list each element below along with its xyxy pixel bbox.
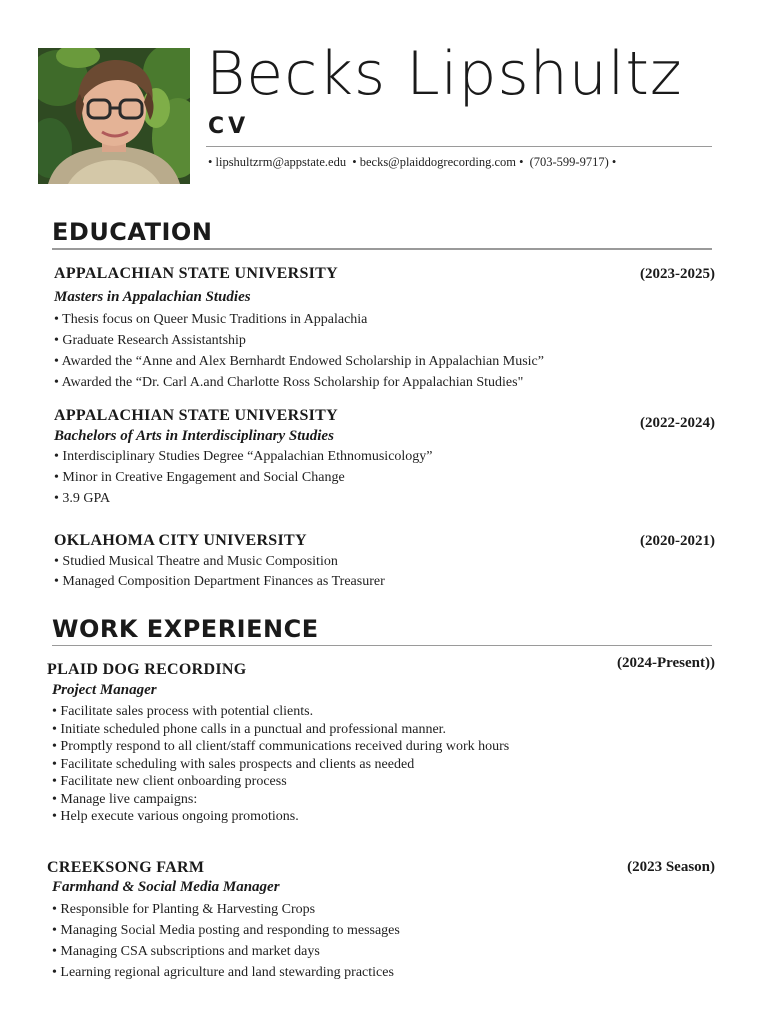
list-item: • Managing CSA subscriptions and market days xyxy=(52,944,320,959)
list-item: • Manage live campaigns: xyxy=(52,791,198,807)
list-item: • Facilitate scheduling with sales prospects and clients as needed xyxy=(52,756,415,772)
list-item: • Facilitate sales process with potential clients. xyxy=(52,704,314,719)
section-title-work: WORK EXPERIENCE xyxy=(52,615,319,643)
cv-name: Becks Lipshultz xyxy=(206,39,683,109)
list-item: • Studied Musical Theatre and Music Composition xyxy=(54,554,338,569)
list-item: • Managed Composition Department Finances as Treasurer xyxy=(54,574,385,589)
education-dates: (2023-2025) xyxy=(640,266,715,282)
work-bullets xyxy=(52,703,509,826)
list-item: • Minor in Creative Engagement and Social Change xyxy=(54,470,345,485)
list-item: • Learning regional agriculture and land stewarding practices xyxy=(52,965,394,980)
list-item: • Promptly respond to all client/staff communications received during work hours xyxy=(52,739,510,754)
work-dates: (2023 Season) xyxy=(627,859,715,875)
section-title-education: EDUCATION xyxy=(52,218,213,246)
education-bullets xyxy=(54,309,544,393)
education-school: APPALACHIAN STATE UNIVERSITY xyxy=(54,407,338,424)
education-degree: Masters in Appalachian Studies xyxy=(54,289,251,305)
work-bullets xyxy=(52,899,400,983)
list-item: • Facilitate new client onboarding process xyxy=(52,774,287,789)
work-company: PLAID DOG RECORDING xyxy=(47,661,247,678)
cv-subtitle: CV xyxy=(208,114,250,139)
header-divider xyxy=(206,146,712,147)
education-school: APPALACHIAN STATE UNIVERSITY xyxy=(54,265,338,282)
work-role: Project Manager xyxy=(52,682,157,698)
list-item: • Managing Social Media posting and responding to messages xyxy=(52,923,400,938)
work-company: CREEKSONG FARM xyxy=(47,859,205,876)
work-dates: (2024-Present)) xyxy=(616,655,715,671)
education-school: OKLAHOMA CITY UNIVERSITY xyxy=(54,532,307,549)
education-dates: (2022-2024) xyxy=(640,415,715,431)
list-item: • 3.9 GPA xyxy=(54,491,111,506)
list-item: • Interdisciplinary Studies Degree “Appalachian Ethnomusicology” xyxy=(54,449,433,464)
section-divider-work xyxy=(52,645,712,646)
list-item: • Awarded the “Anne and Alex Bernhardt Endowed Scholarship in Appalachian Music” xyxy=(54,354,544,369)
education-degree: Bachelors of Arts in Interdisciplinary Studies xyxy=(54,428,334,444)
education-dates: (2020-2021) xyxy=(640,533,715,549)
contact-phone[interactable]: (703-599-9717) • xyxy=(529,155,617,169)
section-divider-education xyxy=(52,248,712,250)
list-item: • Initiate scheduled phone calls in a punctual and professional manner. xyxy=(52,721,447,737)
work-role: Farmhand & Social Media Manager xyxy=(52,879,280,895)
list-item: • Graduate Research Assistantship xyxy=(54,333,246,348)
contact-line xyxy=(208,155,619,170)
contact-email-plaiddog[interactable]: • becks@plaiddogrecording.com • xyxy=(352,155,524,169)
list-item: • Responsible for Planting & Harvesting Crops xyxy=(52,902,316,917)
contact-email-appstate[interactable]: • lipshultzrm@appstate.edu xyxy=(208,155,347,169)
profile-photo xyxy=(38,48,190,184)
list-item: • Help execute various ongoing promotions. xyxy=(52,809,299,824)
education-bullets xyxy=(54,446,433,509)
list-item: • Awarded the “Dr. Carl A.and Charlotte Ross Scholarship for Appalachian Studies" xyxy=(54,375,524,390)
list-item: • Thesis focus on Queer Music Traditions in Appalachia xyxy=(54,312,368,327)
education-bullets xyxy=(54,552,385,592)
